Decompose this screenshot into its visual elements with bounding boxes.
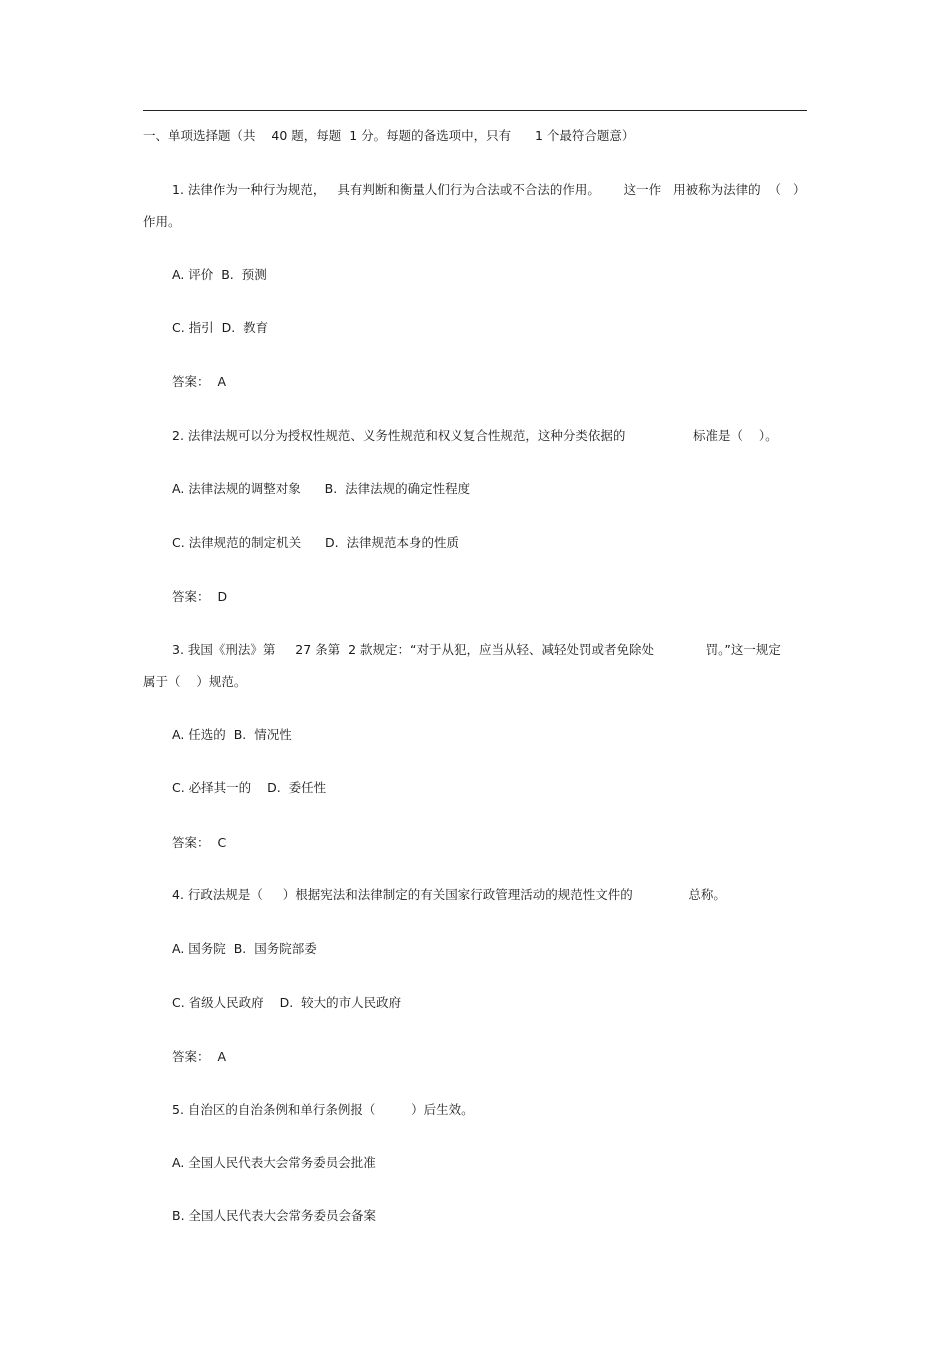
question-3-answer: 答案： C xyxy=(172,835,227,850)
question-1-answer: 答案： A xyxy=(172,374,226,389)
question-1-options-cd: C. 指引 D. 教育 xyxy=(172,320,269,335)
question-4-options-ab: A. 国务院 B. 国务院部委 xyxy=(172,941,317,956)
question-2-stem: 2. 法律法规可以分为授权性规范、义务性规范和权义复合性规范，这种分类依据的 标准是（ ）。 xyxy=(172,428,778,443)
question-3-options-cd: C. 必择其一的 D. 委任性 xyxy=(172,780,327,795)
header-rule xyxy=(143,110,807,111)
question-5-stem: 5. 自治区的自治条例和单行条例报（ ）后生效。 xyxy=(172,1102,474,1117)
question-2-options-cd: C. 法律规范的制定机关 D. 法律规范本身的性质 xyxy=(172,535,460,550)
question-4-answer: 答案： A xyxy=(172,1049,226,1064)
question-1-options-ab: A. 评价 B. 预测 xyxy=(172,267,267,282)
question-3-stem: 3. 我国《刑法》第 27 条第 2 款规定：“对于从犯，应当从轻、减轻处罚或者免除处 罚。”这一规定 xyxy=(172,642,781,657)
question-1-stem: 1. 法律作为一种行为规范， 具有判断和衡量人们行为合法或不合法的作用。 这一作 用被称为法律的 （ ） xyxy=(172,182,806,197)
question-2-options-ab: A. 法律法规的调整对象 B. 法律法规的确定性程度 xyxy=(172,481,471,496)
question-5-option-b: B. 全国人民代表大会常务委员会备案 xyxy=(172,1208,377,1223)
section-header: 一、单项选择题（共 40 题，每题 1 分。每题的备选项中，只有 1 个最符合题意） xyxy=(143,128,635,143)
question-4-options-cd: C. 省级人民政府 D. 较大的市人民政府 xyxy=(172,995,402,1010)
question-2-answer: 答案： D xyxy=(172,589,228,604)
question-3-options-ab: A. 任选的 B. 情况性 xyxy=(172,727,292,742)
question-4-stem: 4. 行政法规是（ ）根据宪法和法律制定的有关国家行政管理活动的规范性文件的 总称。 xyxy=(172,887,726,902)
question-3-stem-cont: 属于（ ）规范。 xyxy=(143,674,247,689)
question-1-stem-cont: 作用。 xyxy=(143,214,181,229)
question-5-option-a: A. 全国人民代表大会常务委员会批准 xyxy=(172,1155,376,1170)
